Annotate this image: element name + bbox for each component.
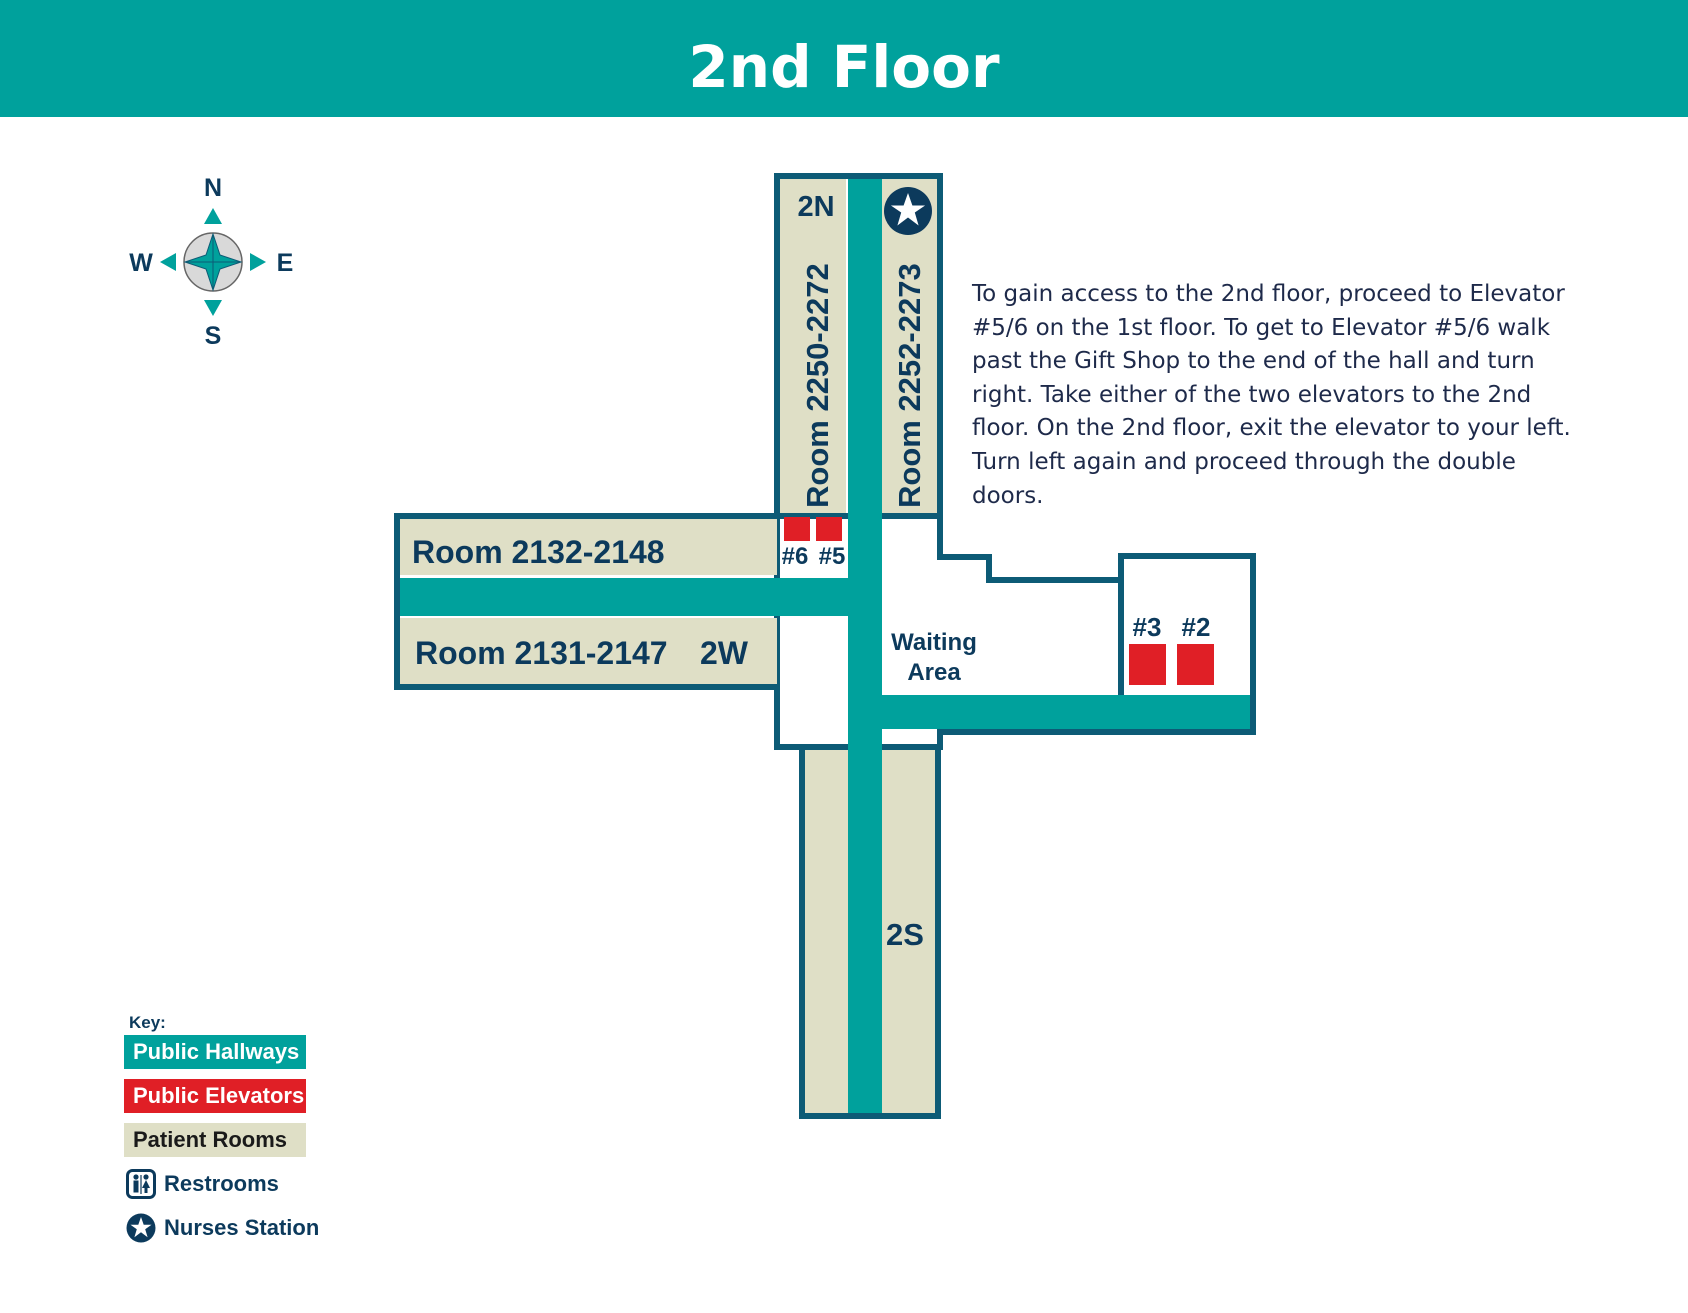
elevator-2-label: #2 [1181, 612, 1211, 642]
elevator-5-label: #5 [818, 543, 846, 570]
elevator-3-label: #3 [1132, 612, 1162, 642]
directions-text: To gain access to the 2nd floor, proceed to Elevator #5/6 on the 1st floor. To get to Elevator #5/6 walk past the Gift Shop to the end of the hall and turn right. Take either of the two elevators to the 2nd floor. On the 2nd floor, exit the elevator to your left. Turn left again and proceed through the double doors. [972, 281, 1571, 509]
compass-north: N [203, 174, 223, 202]
room-range-north-left: Room 2250-2272 [800, 263, 835, 508]
hallway-north-south [848, 179, 882, 1113]
hallway-east [882, 695, 1250, 729]
elevator-6 [784, 517, 810, 541]
key-restrooms-label: Restrooms [164, 1171, 279, 1196]
elevator-2 [1177, 644, 1214, 685]
waiting-area-label-line2: Area [907, 659, 961, 686]
key-nurses-station [126, 1211, 319, 1245]
compass-rose-icon [160, 208, 266, 316]
wing-label-2n: 2N [797, 191, 835, 223]
star-icon [126, 1213, 156, 1243]
elevator-5 [816, 517, 842, 541]
key-public-hallways: Public Hallways [124, 1035, 306, 1069]
page-title: 2nd Floor [0, 0, 1688, 117]
wing-label-2s: 2S [886, 917, 924, 952]
compass-south: S [204, 322, 222, 350]
restroom-icon [126, 1169, 156, 1199]
key-public-elevators: Public Elevators [124, 1079, 306, 1113]
compass-east: E [276, 249, 294, 277]
patient-rooms-south-left [805, 750, 848, 1113]
room-range-west-bottom: Room 2131-2147 [415, 635, 668, 671]
key-nurses-station-label: Nurses Station [164, 1215, 320, 1240]
star-icon [884, 187, 932, 235]
elevator-3 [1129, 644, 1166, 685]
key-title: Key: [129, 1013, 166, 1032]
room-range-north-right: Room 2252-2273 [892, 263, 927, 508]
key-restrooms [126, 1167, 279, 1201]
compass-west: W [129, 249, 153, 277]
elevator-6-label: #6 [781, 543, 809, 570]
hallway-west [400, 578, 848, 616]
key-patient-rooms: Patient Rooms [124, 1123, 306, 1157]
wing-label-2w: 2W [700, 635, 748, 671]
waiting-area-label-line1: Waiting [891, 629, 977, 656]
room-range-west-top: Room 2132-2148 [412, 534, 665, 570]
